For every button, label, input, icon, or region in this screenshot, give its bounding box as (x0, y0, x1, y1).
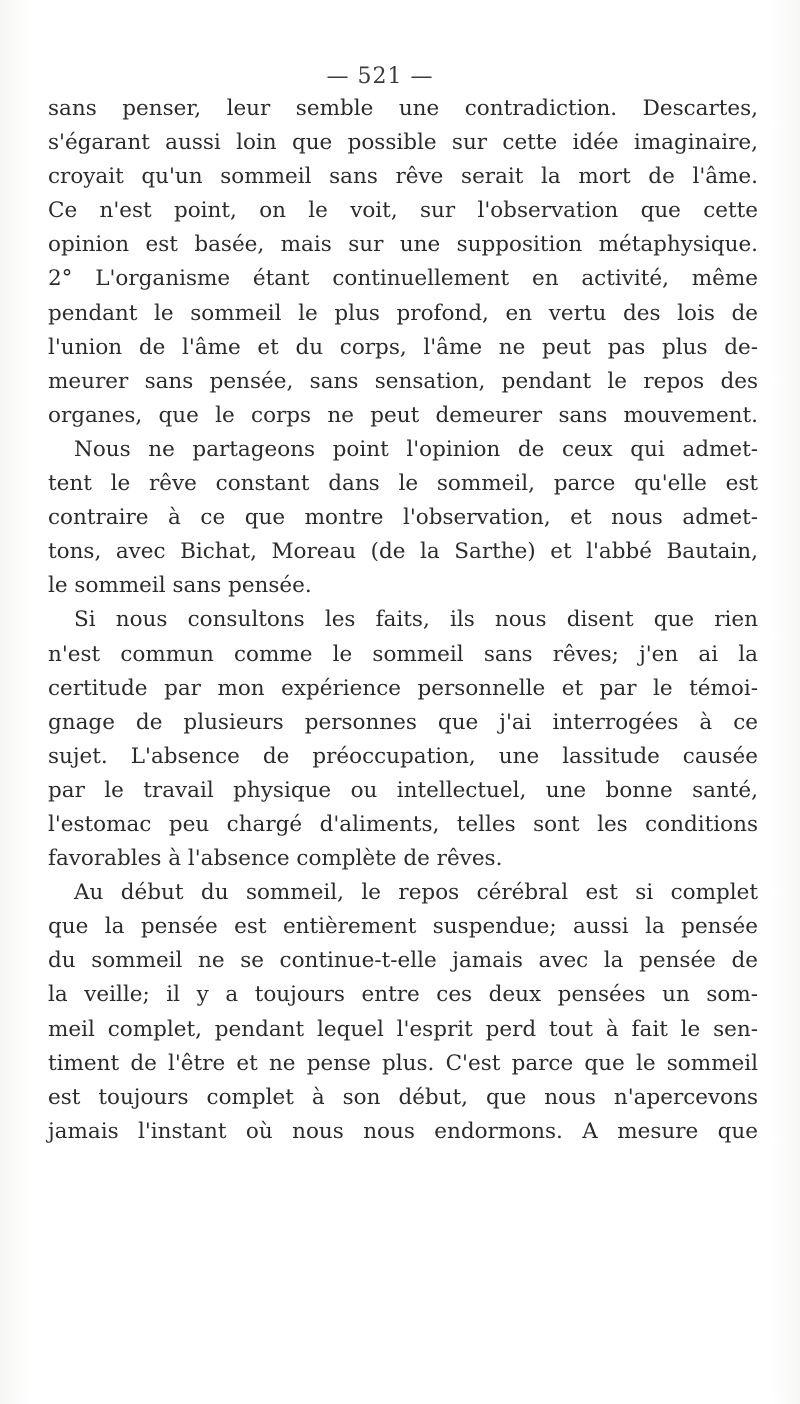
text-line: sans penser, leur semble une contradiction. Descartes, (48, 96, 758, 121)
text-line: Nous ne partageons point l'opinion de ceux qui admet- (74, 436, 758, 462)
text-line: la veille; il y a toujours entre ces deux pensées un som- (48, 982, 758, 1008)
text-line: du sommeil ne se continue-t-elle jamais avec la pensée de (48, 948, 758, 974)
text-line: Au début du sommeil, le repos cérébral est si complet (74, 880, 758, 906)
text-line: est toujours complet à son début, que nous n'apercevons (48, 1084, 758, 1110)
text-line: timent de l'être et ne pense plus. C'est parce que le sommeil (48, 1050, 758, 1076)
text-line: n'est commun comme le sommeil sans rêves; j'en ai la (48, 641, 758, 667)
text-line: que la pensée est entièrement suspendue; aussi la pensée (48, 914, 758, 940)
text-line: par le travail physique ou intellectuel, une bonne santé, (48, 777, 758, 803)
body-text (48, 92, 758, 1149)
text-line: croyait qu'un sommeil sans rêve serait la mort de l'âme. (48, 164, 758, 190)
text-line: certitude par mon expérience personnelle et par le témoi- (48, 675, 758, 701)
text-line: meil complet, pendant lequel l'esprit perd tout à fait le sen- (48, 1016, 758, 1042)
text-line: tons, avec Bichat, Moreau (de la Sarthe) et l'abbé Bautain, (48, 539, 758, 565)
text-line: l'union de l'âme et du corps, l'âme ne peut pas plus de- (48, 334, 758, 360)
text-line: opinion est basée, mais sur une supposition métaphysique. (48, 232, 758, 258)
page-number: — 521 — (326, 64, 434, 89)
text-line: contraire à ce que montre l'observation, et nous admet- (48, 505, 758, 531)
text-line: sujet. L'absence de préoccupation, une lassitude causée (48, 743, 758, 769)
text-line: s'égarant aussi loin que possible sur cette idée imaginaire, (48, 130, 758, 156)
text-line: le sommeil sans pensée. (48, 573, 312, 599)
text-line: favorables à l'absence complète de rêves. (48, 846, 503, 872)
text-line: jamais l'instant où nous nous endormons. A mesure que (48, 1118, 758, 1144)
text-line: pendant le sommeil le plus profond, en vertu des lois de (48, 300, 758, 326)
text-line: Ce n'est point, on le voit, sur l'observation que cette (48, 198, 758, 224)
text-line: tent le rêve constant dans le sommeil, parce qu'elle est (48, 471, 758, 497)
text-line: meurer sans pensée, sans sensation, pendant le repos des (48, 368, 758, 394)
text-line: 2° L'organisme étant continuellement en activité, même (48, 266, 758, 292)
text-line: Si nous consultons les faits, ils nous disent que rien (74, 607, 758, 633)
text-line: organes, que le corps ne peut demeurer sans mouvement. (48, 402, 758, 428)
text-line: l'estomac peu chargé d'aliments, telles sont les conditions (48, 811, 758, 837)
text-line: gnage de plusieurs personnes que j'ai interrogées à ce (48, 709, 758, 735)
